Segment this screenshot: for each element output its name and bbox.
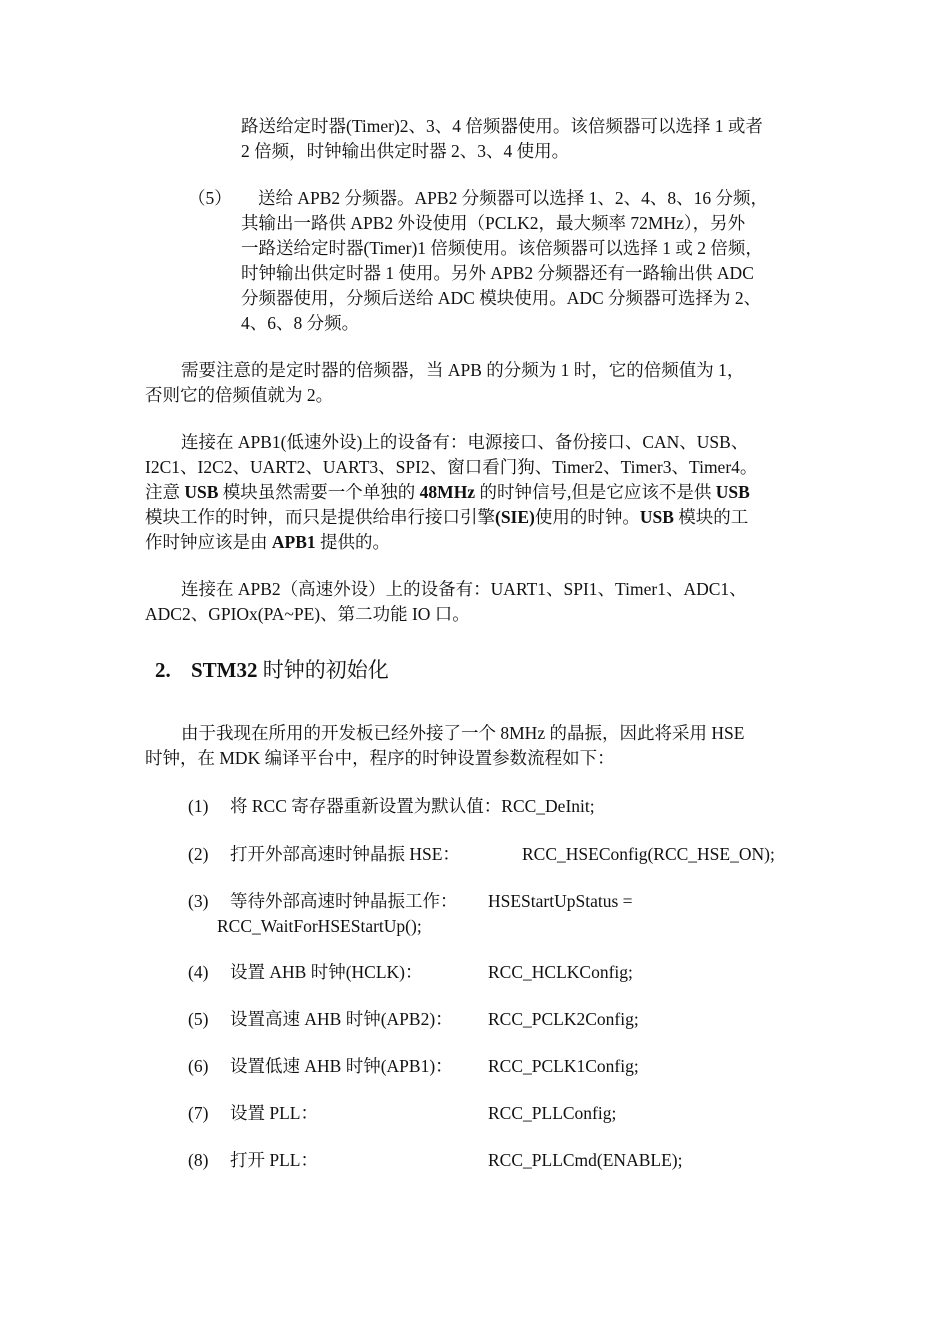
item5-line-5: 分频器使用，分频后送给 ADC 模块使用。ADC 分频器可选择为 2、 [241, 288, 762, 308]
step-text: 设置低速 AHB 时钟(APB1)： [230, 1056, 453, 1076]
text-run: 的时钟信号,但是它应该不是供 [475, 482, 716, 502]
item5-line-2: 其输出一路供 APB2 外设使用（PCLK2，最大频率 72MHz），另外 [241, 213, 746, 233]
bold-run: USB [184, 482, 219, 502]
apb1-line-4 [145, 505, 748, 530]
section-title-rest: 时钟的初始化 [257, 658, 389, 682]
step-2 [188, 842, 828, 867]
step-code-continued: RCC_WaitForHSEStartUp(); [217, 916, 422, 936]
step-code: RCC_PLLConfig; [488, 1103, 617, 1123]
step-number: (2) [188, 844, 209, 864]
item5-line-4: 时钟输出供定时器 1 使用。另外 APB2 分频器还有一路输出供 ADC [241, 263, 754, 283]
step-code: HSEStartUpStatus = [488, 891, 633, 911]
apb1-line-5 [145, 530, 390, 555]
step-1 [188, 794, 828, 819]
text-run: 模块虽然需要一个单独的 [218, 482, 420, 502]
step-code: RCC_HCLKConfig; [488, 962, 633, 982]
apb2-line-2: ADC2、GPIOx(PA~PE)、第二功能 IO 口。 [145, 604, 470, 624]
step-text: 设置 AHB 时钟(HCLK)： [230, 962, 423, 982]
apb1-line-3 [145, 480, 750, 505]
section-heading [155, 656, 389, 684]
step-6 [188, 1054, 828, 1079]
bold-run: USB [639, 507, 674, 527]
text-run: 注意 [145, 482, 185, 502]
apb1-line-2: I2C1、I2C2、UART2、UART3、SPI2、窗口看门狗、Timer2、Timer3、Timer4。 [145, 457, 758, 477]
step-text: 打开外部高速时钟晶振 HSE： [230, 844, 460, 864]
item5-line-1: 送给 APB2 分频器。APB2 分频器可以选择 1、2、4、8、16 分频， [258, 188, 768, 208]
item5-marker: （5） [188, 188, 232, 208]
apb2-line-1: 连接在 APB2（高速外设）上的设备有：UART1、SPI1、Timer1、ADC1、 [181, 579, 747, 599]
text-run: 模块工作的时钟，而只是提供给串行接口引擎 [145, 507, 495, 527]
step-number: (1) [188, 796, 209, 816]
step-text: 将 RCC 寄存器重新设置为默认值：RCC_DeInit; [230, 796, 595, 816]
intro-line-1: 由于我现在所用的开发板已经外接了一个 8MHz 的晶振，因此将采用 HSE [181, 723, 745, 743]
item4-line-2: 2 倍频，时钟输出供定时器 2、3、4 使用。 [241, 141, 570, 161]
step-code: RCC_PCLK1Config; [488, 1056, 639, 1076]
step-8 [188, 1148, 828, 1173]
step-number: (7) [188, 1103, 209, 1123]
item5-line-6: 4、6、8 分频。 [241, 313, 360, 333]
bold-run: APB1 [271, 532, 316, 552]
bold-run: USB [715, 482, 750, 502]
item4-line-1: 路送给定时器(Timer)2、3、4 倍频器使用。该倍频器可以选择 1 或者 [241, 116, 763, 136]
step-number: (3) [188, 891, 209, 911]
step-text: 设置高速 AHB 时钟(APB2)： [230, 1009, 453, 1029]
step-text: 等待外部高速时钟晶振工作： [230, 891, 458, 911]
step-code: RCC_PLLCmd(ENABLE); [488, 1150, 683, 1170]
text-run: 使用的时钟。 [534, 507, 640, 527]
bold-run: 48MHz [419, 482, 476, 502]
note-line-1: 需要注意的是定时器的倍频器，当 APB 的分频为 1 时，它的倍频值为 1， [181, 360, 745, 380]
step-text: 设置 PLL： [230, 1103, 318, 1123]
intro-line-2: 时钟，在 MDK 编译平台中，程序的时钟设置参数流程如下： [145, 748, 615, 768]
step-5 [188, 1007, 828, 1032]
section-number: 2. [155, 658, 171, 682]
step-3 [188, 889, 828, 939]
text-run: 作时钟应该是由 [145, 532, 272, 552]
step-7 [188, 1101, 828, 1126]
step-number: (6) [188, 1056, 209, 1076]
apb1-line-1: 连接在 APB1(低速外设)上的设备有：电源接口、备份接口、CAN、USB、 [181, 432, 749, 452]
step-number: (5) [188, 1009, 209, 1029]
step-number: (8) [188, 1150, 209, 1170]
section-title-bold: STM32 [191, 658, 258, 682]
step-code: RCC_HSEConfig(RCC_HSE_ON); [522, 844, 775, 864]
step-4 [188, 960, 828, 985]
note-line-2: 否则它的倍频值就为 2。 [145, 385, 334, 405]
text-run: 模块的工 [673, 507, 749, 527]
step-number: (4) [188, 962, 209, 982]
bold-run: (SIE) [495, 507, 535, 527]
text-run: 提供的。 [315, 532, 390, 552]
step-text: 打开 PLL： [230, 1150, 318, 1170]
item5-line-3: 一路送给定时器(Timer)1 倍频使用。该倍频器可以选择 1 或 2 倍频， [241, 238, 763, 258]
step-code: RCC_PCLK2Config; [488, 1009, 639, 1029]
